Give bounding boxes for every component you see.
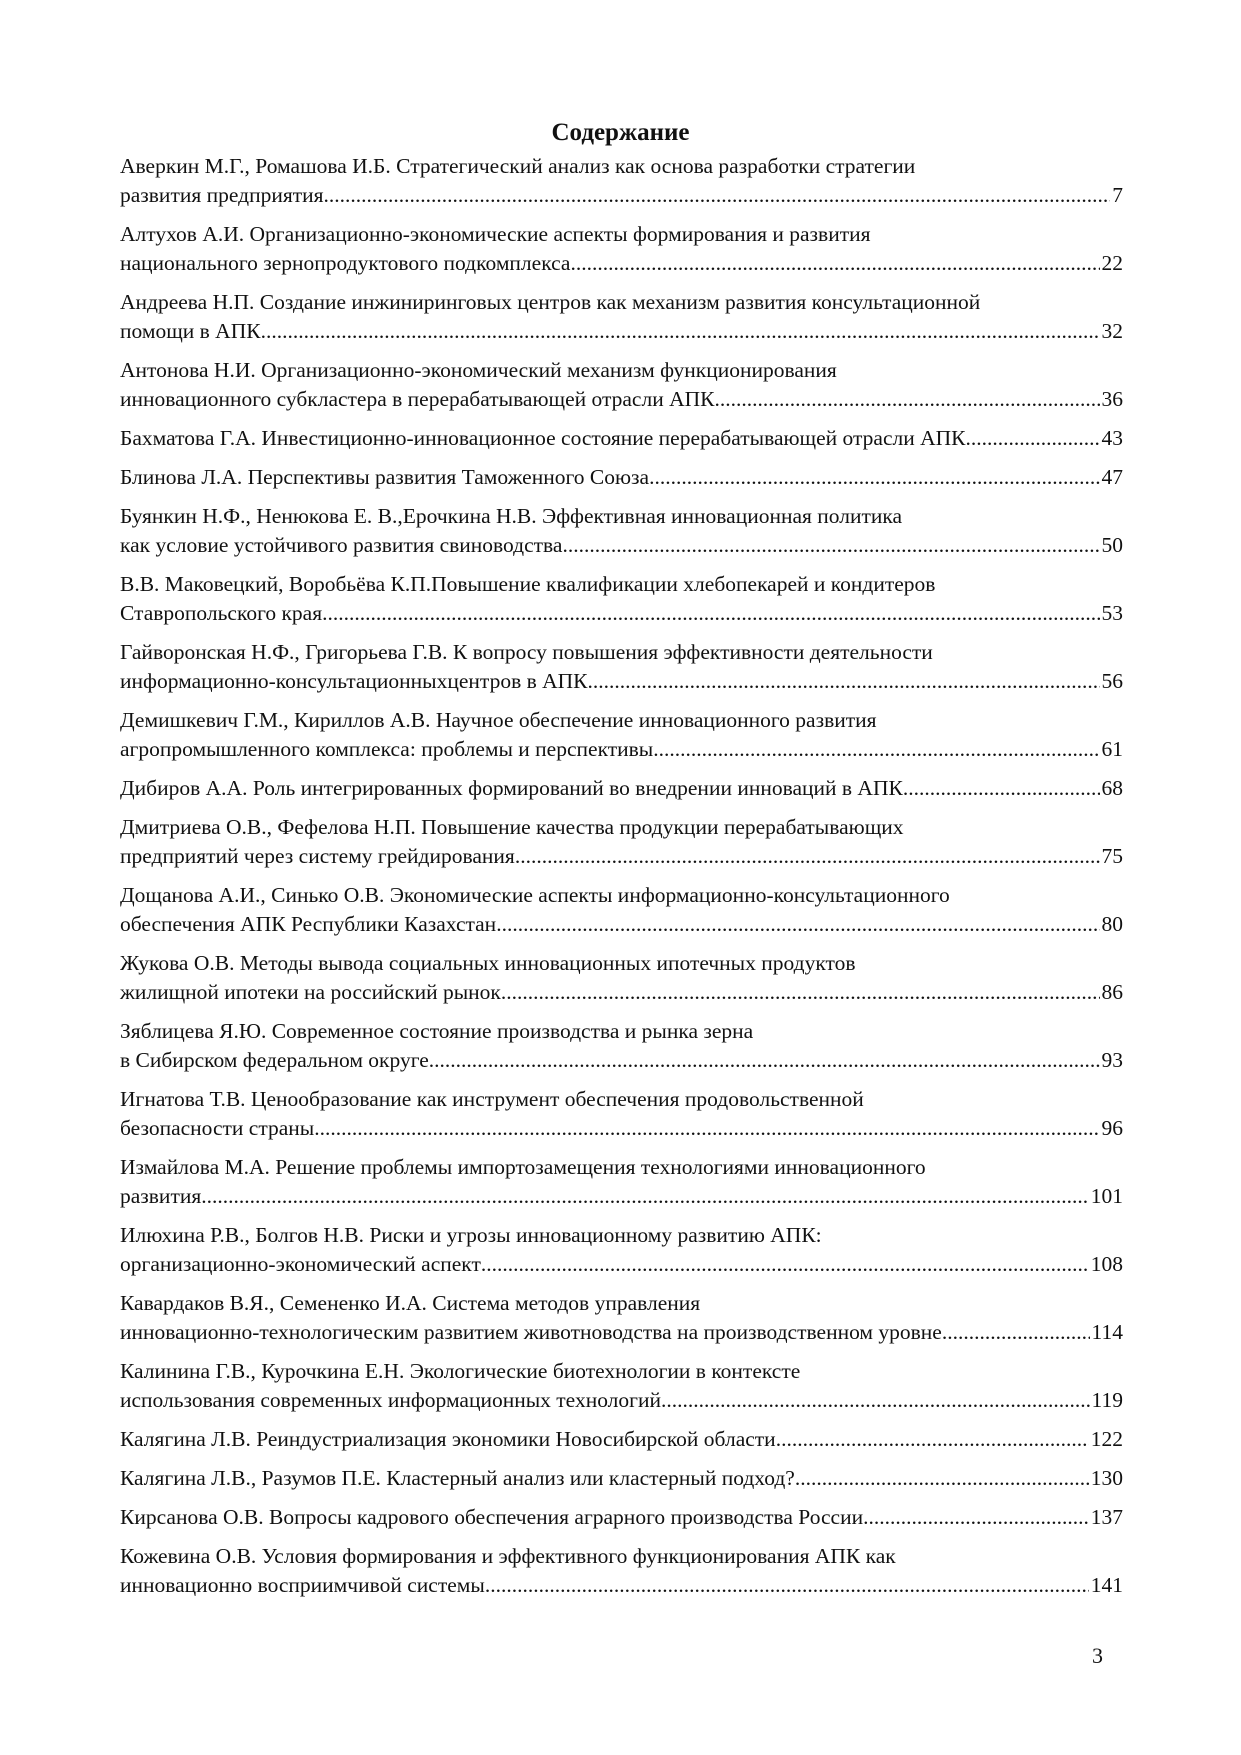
toc-entry: [120, 1153, 1123, 1211]
toc-entry-text-line: Измайлова М.А. Решение проблемы импортозамещения технологиями инновационного: [120, 1155, 926, 1179]
toc-entry-leader-line: [120, 249, 1123, 278]
toc-entry-leader-line: [120, 910, 1123, 939]
toc-entry: [120, 1542, 1123, 1600]
toc-entry-text-line: Калягина Л.В., Разумов П.Е. Кластерный анализ или кластерный подход?: [120, 1466, 795, 1490]
toc-entry-text-line: инновационно восприимчивой системы: [120, 1573, 485, 1597]
dot-leader: [562, 531, 1099, 560]
toc-entry-text-line: развития предприятия: [120, 183, 324, 207]
toc-entry-text-line: В.В. Маковецкий, Воробьёва К.П.Повышение квалификации хлебопекарей и кондитеров: [120, 572, 936, 596]
toc-entry: [120, 1085, 1123, 1143]
toc-entry-page-number: 32: [1101, 319, 1123, 343]
toc-entry: [120, 356, 1123, 414]
toc-entry: [120, 1503, 1123, 1532]
toc-entry-leader-line: [120, 1503, 1123, 1532]
toc-entry: [120, 813, 1123, 871]
toc-entry-leader-line: [120, 774, 1123, 803]
toc-entry-leader-line: [120, 735, 1123, 764]
dot-leader: [903, 774, 1100, 803]
table-of-contents: [120, 152, 1123, 1610]
toc-entry: [120, 424, 1123, 453]
toc-entry-page-number: 56: [1101, 669, 1123, 693]
dot-leader: [942, 1318, 1090, 1347]
toc-entry: [120, 152, 1123, 210]
toc-entry-page-number: 141: [1090, 1573, 1123, 1597]
toc-entry-page-number: 114: [1091, 1320, 1123, 1344]
toc-entry-leader-line: [120, 1464, 1123, 1493]
toc-entry-text-line: в Сибирском федеральном округе: [120, 1048, 429, 1072]
toc-entry-leader-line: [120, 978, 1123, 1007]
dot-leader: [501, 978, 1100, 1007]
toc-entry: [120, 502, 1123, 560]
toc-entry-leader-line: [120, 181, 1123, 210]
toc-entry-page-number: 43: [1101, 426, 1123, 450]
toc-entry-text-line: Антонова Н.И. Организационно-экономический механизм функционирования: [120, 358, 837, 382]
toc-entry-page-number: 22: [1101, 251, 1123, 275]
toc-entry-leader-line: [120, 1571, 1123, 1600]
toc-entry-page-number: 119: [1091, 1388, 1123, 1412]
toc-entry-text-line: Гайворонская Н.Ф., Григорьева Г.В. К вопросу повышения эффективности деятельности: [120, 640, 933, 664]
toc-entry-text-line: Дибиров А.А. Роль интегрированных формирований во внедрении инноваций в АПК: [120, 776, 903, 800]
dot-leader: [324, 181, 1111, 210]
toc-entry-page-number: 130: [1090, 1466, 1123, 1490]
toc-entry-leader-line: [120, 385, 1123, 414]
toc-entry-text-line: Демишкевич Г.М., Кириллов А.В. Научное обеспечение инновационного развития: [120, 708, 877, 732]
toc-entry-page-number: 96: [1101, 1116, 1123, 1140]
dot-leader: [481, 1250, 1089, 1279]
toc-entry-page-number: 108: [1090, 1252, 1123, 1276]
dot-leader: [653, 735, 1099, 764]
toc-entry-text-line: Дощанова А.И., Синько О.В. Экономические аспекты информационно-консультационного: [120, 883, 950, 907]
dot-leader: [863, 1503, 1089, 1532]
toc-entry-text-line: Кирсанова О.В. Вопросы кадрового обеспечения аграрного производства России: [120, 1505, 864, 1529]
toc-entry: [120, 1464, 1123, 1493]
toc-entry-text-line: Алтухов А.И. Организационно-экономические аспекты формирования и развития: [120, 222, 871, 246]
toc-entry-text-line: Дмитриева О.В., Фефелова Н.П. Повышение качества продукции перерабатывающих: [120, 815, 904, 839]
toc-entry-text-line: жилищной ипотеки на российский рынок: [120, 980, 501, 1004]
toc-entry: [120, 706, 1123, 764]
toc-entry-text-line: Жукова О.В. Методы вывода социальных инновационных ипотечных продуктов: [120, 951, 856, 975]
toc-entry-page-number: 61: [1101, 737, 1123, 761]
toc-entry-page-number: 101: [1090, 1184, 1123, 1208]
toc-entry: [120, 949, 1123, 1007]
toc-entry-page-number: 86: [1101, 980, 1123, 1004]
toc-entry-page-number: 68: [1101, 776, 1123, 800]
toc-entry-text-line: помощи в АПК: [120, 319, 261, 343]
toc-entry-text-line: Буянкин Н.Ф., Ненюкова Е. В.,Ерочкина Н.В. Эффективная инновационная политика: [120, 504, 903, 528]
toc-entry-text-line: Андреева Н.П. Создание инжиниринговых центров как механизм развития консультационной: [120, 290, 981, 314]
toc-entry-page-number: 137: [1090, 1505, 1123, 1529]
toc-entry: [120, 463, 1123, 492]
toc-entry-page-number: 53: [1101, 601, 1123, 625]
toc-entry-text-line: национального зернопродуктового подкомплекса: [120, 251, 571, 275]
page-number: 3: [1092, 1643, 1103, 1668]
toc-entry-text-line: Зяблицева Я.Ю. Современное состояние производства и рынка зерна: [120, 1019, 754, 1043]
toc-entry-page-number: 93: [1101, 1048, 1123, 1072]
dot-leader: [588, 667, 1100, 696]
toc-entry-leader-line: [120, 463, 1123, 492]
toc-entry-text-line: агропромышленного комплекса: проблемы и перспективы: [120, 737, 654, 761]
toc-entry-text-line: Бахматова Г.А. Инвестиционно-инновационное состояние перерабатывающей отрасли АПК: [120, 426, 966, 450]
toc-entry-text-line: Игнатова Т.В. Ценообразование как инструмент обеспечения продовольственной: [120, 1087, 864, 1111]
toc-entry-text-line: информационно-консультационныхцентров в АПК: [120, 669, 588, 693]
toc-entry-text-line: обеспечения АПК Республики Казахстан: [120, 912, 497, 936]
toc-entry-text-line: предприятий через систему грейдирования: [120, 844, 515, 868]
toc-entry-text-line: Аверкин М.Г., Ромашова И.Б. Стратегический анализ как основа разработки стратегии: [120, 154, 916, 178]
toc-entry-leader-line: [120, 531, 1123, 560]
toc-entry-leader-line: [120, 599, 1123, 628]
toc-entry-text-line: использования современных информационных технологий: [120, 1388, 661, 1412]
toc-entry: [120, 570, 1123, 628]
dot-leader: [314, 1114, 1099, 1143]
dot-leader: [795, 1464, 1089, 1493]
dot-leader: [515, 842, 1100, 871]
toc-entry-text-line: Кавардаков В.Я., Семененко И.А. Система методов управления: [120, 1291, 701, 1315]
dot-leader: [570, 249, 1099, 278]
toc-entry: [120, 288, 1123, 346]
toc-entry-page-number: 50: [1101, 533, 1123, 557]
toc-entry-leader-line: [120, 667, 1123, 696]
toc-entry-text-line: развития: [120, 1184, 202, 1208]
toc-entry: [120, 1289, 1123, 1347]
toc-entry-text-line: как условие устойчивого развития свиноводства: [120, 533, 563, 557]
dot-leader: [429, 1046, 1100, 1075]
dot-leader: [322, 599, 1099, 628]
dot-leader: [496, 910, 1099, 939]
toc-entry-page-number: 122: [1090, 1427, 1123, 1451]
dot-leader: [714, 385, 1099, 414]
toc-entry-text-line: Ставропольского края: [120, 601, 323, 625]
dot-leader: [661, 1386, 1090, 1415]
toc-entry-leader-line: [120, 1182, 1123, 1211]
toc-entry-leader-line: [120, 424, 1123, 453]
toc-entry-text-line: Кожевина О.В. Условия формирования и эффективного функционирования АПК как: [120, 1544, 896, 1568]
toc-entry-text-line: Калягина Л.В. Реиндустриализация экономики Новосибирской области: [120, 1427, 776, 1451]
toc-entry: [120, 1425, 1123, 1454]
toc-entry: [120, 1221, 1123, 1279]
toc-entry: [120, 774, 1123, 803]
toc-entry-page-number: 7: [1112, 183, 1123, 207]
dot-leader: [776, 1425, 1089, 1454]
toc-entry-leader-line: [120, 1250, 1123, 1279]
toc-entry: [120, 220, 1123, 278]
dot-leader: [261, 317, 1100, 346]
toc-entry-leader-line: [120, 1114, 1123, 1143]
toc-entry-leader-line: [120, 1386, 1123, 1415]
page-title: Содержание: [551, 119, 690, 146]
toc-entry-page-number: 36: [1101, 387, 1123, 411]
toc-entry: [120, 1017, 1123, 1075]
toc-entry: [120, 1357, 1123, 1415]
dot-leader: [485, 1571, 1089, 1600]
toc-entry-page-number: 75: [1101, 844, 1123, 868]
toc-entry-leader-line: [120, 1425, 1123, 1454]
toc-entry-page-number: 47: [1101, 465, 1123, 489]
toc-entry-text-line: инновационного субкластера в перерабатывающей отрасли АПК: [120, 387, 715, 411]
toc-entry-text-line: безопасности страны: [120, 1116, 315, 1140]
toc-entry-text-line: Блинова Л.А. Перспективы развития Таможенного Союза: [120, 465, 650, 489]
toc-entry: [120, 881, 1123, 939]
toc-entry-text-line: инновационно-технологическим развитием животноводства на производственном уровне: [120, 1320, 942, 1344]
toc-entry-page-number: 80: [1101, 912, 1123, 936]
dot-leader: [966, 424, 1100, 453]
dot-leader: [201, 1182, 1089, 1211]
toc-entry-text-line: Илюхина Р.В., Болгов Н.В. Риски и угрозы инновационному развитию АПК:: [120, 1223, 822, 1247]
dot-leader: [649, 463, 1099, 492]
toc-entry-leader-line: [120, 842, 1123, 871]
toc-entry-text-line: организационно-экономический аспект: [120, 1252, 481, 1276]
toc-entry-leader-line: [120, 317, 1123, 346]
toc-entry-leader-line: [120, 1046, 1123, 1075]
toc-entry-text-line: Калинина Г.В., Курочкина Е.Н. Экологические биотехнологии в контексте: [120, 1359, 801, 1383]
toc-entry-leader-line: [120, 1318, 1123, 1347]
toc-entry: [120, 638, 1123, 696]
